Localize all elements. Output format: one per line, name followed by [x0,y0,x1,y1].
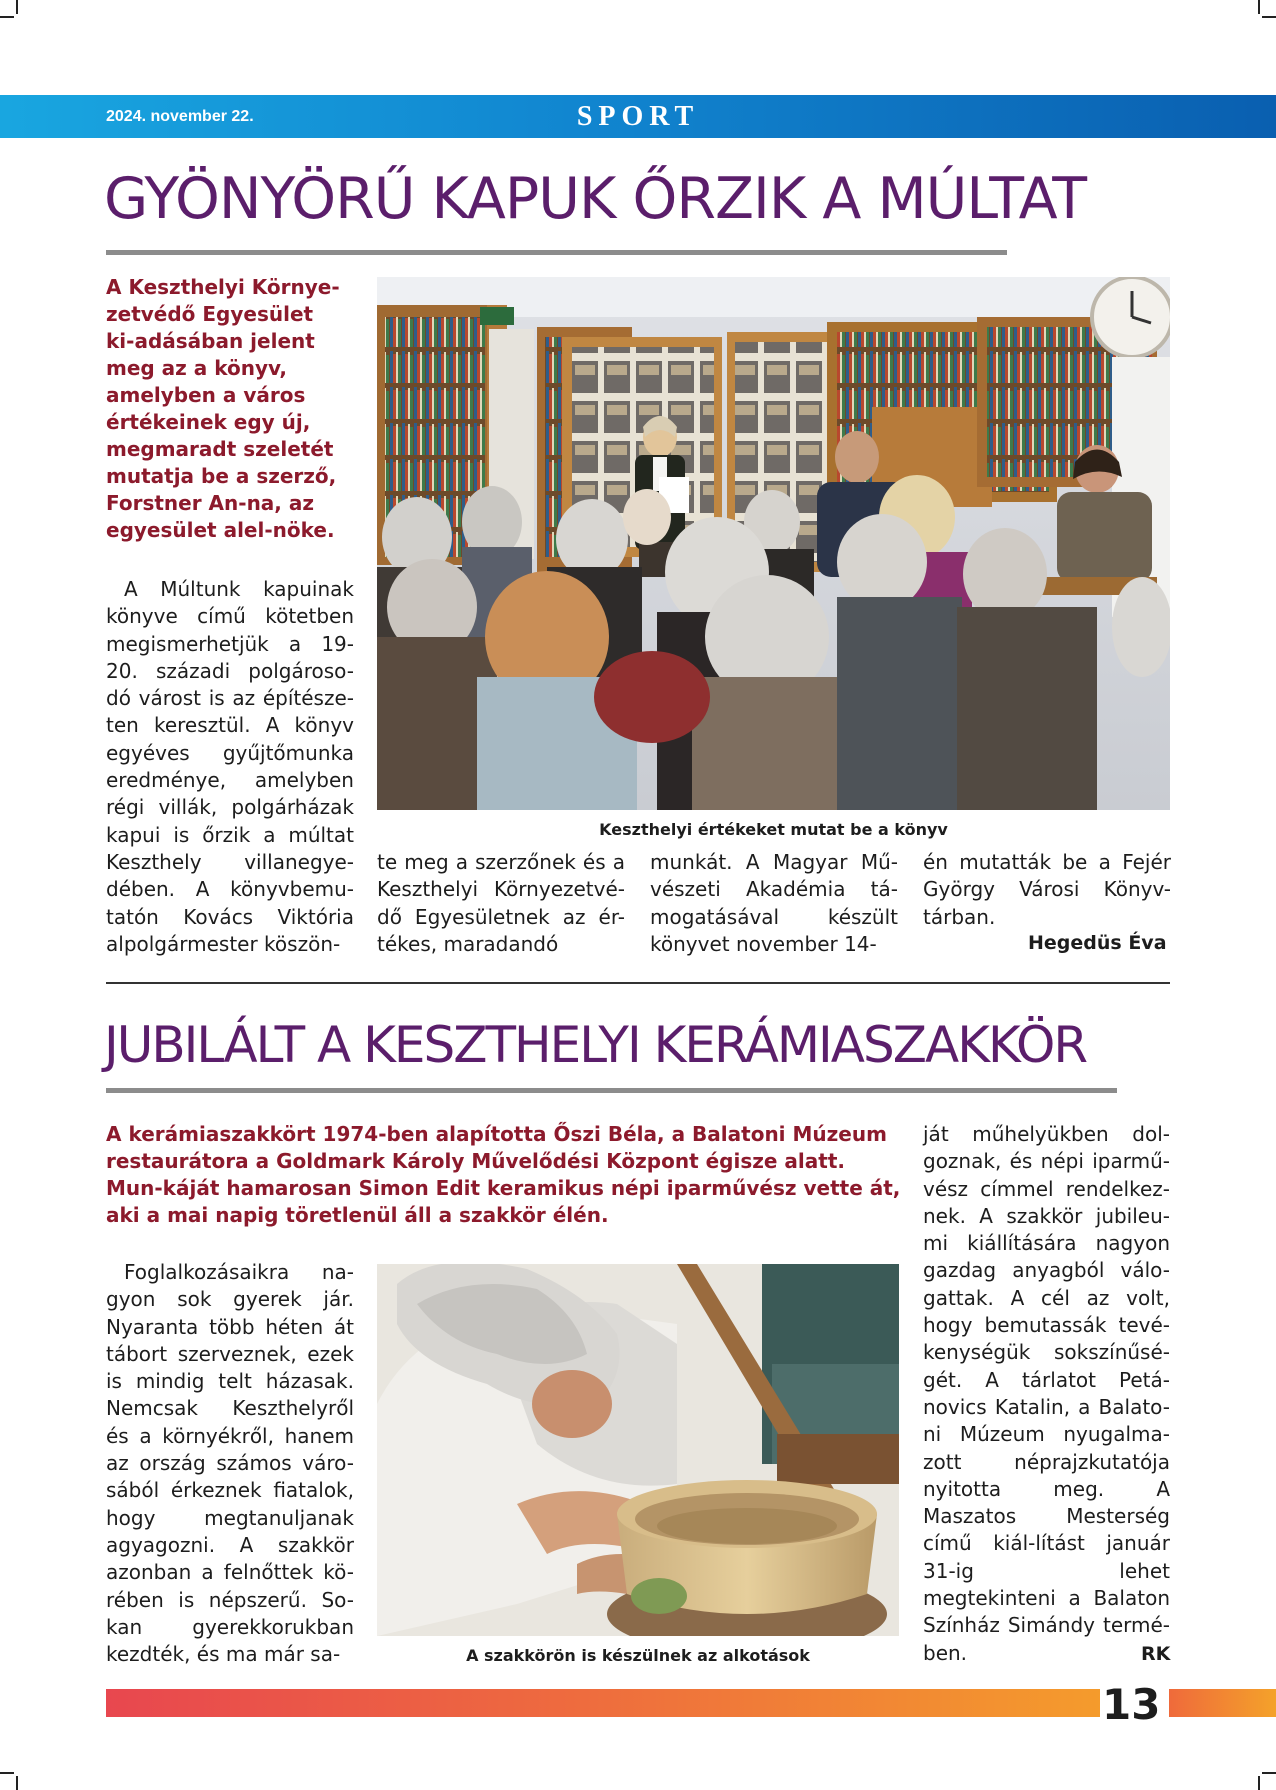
article2-headline: JUBILÁLT A KESZTHELYI KERÁMIASZAKKÖR [104,1016,1087,1074]
article1-column-1: A Múltunk kapuinak könyve című kötetben megismerhetjük a 19-20. századi polgároso-dó várost is az építésze-ten keresztül. A könyv egyéves gyűjtőmunka eredménye, amelyben régi villák, polgárházak kapui is őrzik a múltat Keszthely villanegye-dében. A könyvbemu-tatón Kovács Viktória alpolgármester köszön- [106,577,354,956]
page-number: 13 [1102,1680,1161,1729]
article2-author: RK [1141,1643,1171,1665]
footer-band-right [1169,1689,1276,1717]
section-title: SPORT [576,101,700,132]
crop-mark [16,1776,18,1790]
crop-mark [1258,1776,1260,1790]
article1-author: Hegedüs Éva [1028,932,1167,954]
article1-column-3: munkát. A Magyar Mű-vészeti Akadémia tá-mogatásával készült könyvet november 14- [650,850,898,956]
crop-mark [0,16,14,18]
article2-photo-caption: A szakkörön is készülnek az alkotások [466,1646,810,1665]
article1-column-2: te meg a szerzőnek és a Keszthelyi Környezetvé-dő Egyesületnek az ér-tékes, maradandó [377,850,625,956]
article1-lead: A Keszthelyi Környe-zetvédő Egyesület ki-adásában jelent meg az a könyv, amelyben a város értékeinek egy új, megmaradt szeletét mutatja be a szerző, Forstner An-na, az egyesület alel-nöke. [106,275,340,542]
article1-headline: GYÖNYÖRŰ KAPUK ŐRZIK A MÚLTAT [104,166,1087,232]
crop-mark [1262,1772,1276,1774]
article2-title-rule [106,1088,1117,1093]
footer-band [106,1689,1166,1717]
article1-photo [377,277,1170,810]
article2-lead: A kerámiaszakkört 1974-ben alapította Őszi Béla, a Balatoni Múzeum restaurátora a Goldmark Károly Művelődési Központ égisze alatt. Mun-káját hamarosan Simon Edit keramikus népi iparművész vette át, aki a mai napig töretlenül áll a szakkör élén. [106,1122,901,1227]
article1-title-rule [106,250,1007,255]
article1-photo-caption: Keszthelyi értékeket mutat be a könyv [599,820,948,839]
crop-mark [1258,0,1260,14]
issue-date: 2024. november 22. [106,108,254,125]
crop-mark [16,0,18,14]
article1-column-4: én mutatták be a Fejér György Városi Könyv-tárban. [923,850,1171,929]
article-separator [106,982,1170,984]
crop-mark [0,1772,14,1774]
article2-photo [377,1264,899,1636]
article2-column-1: Foglalkozásaikra na-gyon sok gyerek jár. Nyaranta több héten át tábort szerveznek, ezek is mindig telt házasak. Nemcsak Keszthelyről és a környékről, hanem az ország számos váro-sából érkeznek fiatalok, hogy megtanuljanak agyagozni. A szakkör azonban a felnőttek kö-rében is népszerű. So-kan gyerekkorukban kezdték, és ma már sa- [106,1260,354,1667]
crop-mark [1262,16,1276,18]
article2-column-3: ját műhelyükben dol-goznak, és népi iparmű-vész címmel rendelkez-nek. A szakkör jubileu-mi kiállítására nagyon gazdag anyagból válo-gattak. A cél az volt, hogy bemutassák tevé-kenységük sokszínűsé-gét. A tárlatot Petá-novics Katalin, a Balato-ni Múzeum nyugalma-zott néprajzkutatója nyitotta meg. A Maszatos Mesterség című kiál-lítást január 31-ig lehet megtekinteni a Balaton Színház Simándy termé-ben. [923,1122,1170,1665]
